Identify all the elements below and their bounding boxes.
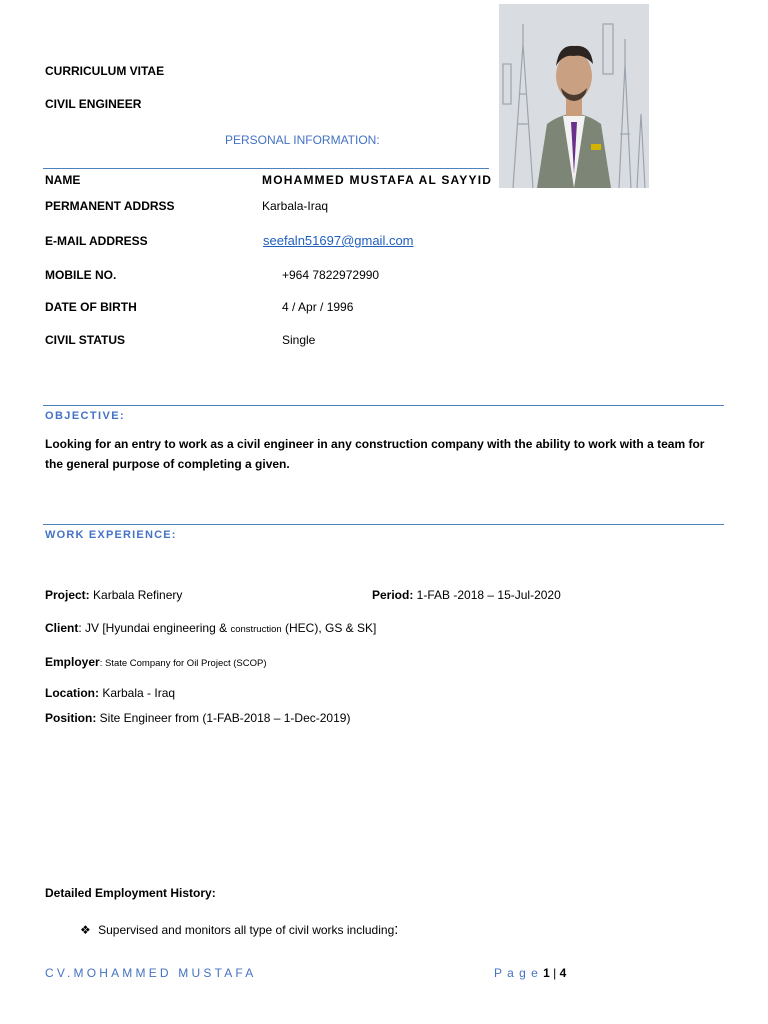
footer-page-number — [494, 966, 566, 980]
dob-label: DATE OF BIRTH — [45, 300, 137, 314]
profession-title: CIVIL ENGINEER — [45, 97, 142, 111]
employer-label: Employer — [45, 655, 100, 669]
location-line — [45, 686, 175, 700]
position-label: Position: — [45, 711, 97, 725]
name-value: MOHAMMED MUSTAFA AL SAYYID — [262, 173, 493, 187]
period-line — [372, 588, 561, 602]
civil-status-value: Single — [282, 333, 316, 347]
address-value: Karbala-Iraq — [262, 199, 329, 213]
project-label: Project: — [45, 588, 90, 602]
diamond-bullet-icon: ❖ — [80, 923, 91, 937]
footer-page-current: 1 — [543, 966, 550, 980]
client-value-b: (HEC), GS & SK] — [281, 621, 377, 635]
period-label: Period: — [372, 588, 414, 602]
project-line — [45, 588, 182, 602]
civil-status-label: CIVIL STATUS — [45, 333, 126, 347]
project-value: Karbala Refinery — [89, 588, 183, 602]
footer-page-separator: | — [549, 966, 560, 980]
client-value-small: construction — [230, 624, 282, 635]
profile-photo-illustration — [499, 4, 649, 188]
client-label: Client — [45, 621, 79, 635]
address-label: PERMANENT ADDRSS — [45, 199, 175, 213]
position-line — [45, 711, 350, 725]
profile-photo — [499, 4, 649, 188]
objective-heading: OBJECTIVE: — [45, 410, 126, 422]
employer-line — [45, 655, 267, 669]
objective-text: Looking for an entry to work as a civil engineer in any construction company with the ability to work with a team for the general purpose of completing a given. — [45, 437, 705, 471]
history-bullet-item — [80, 921, 398, 938]
location-value: Karbala - Iraq — [99, 686, 176, 700]
mobile-label: MOBILE NO. — [45, 268, 117, 282]
position-value: Site Engineer from (1-FAB-2018 – 1-Dec-2019) — [96, 711, 351, 725]
mobile-value: +964 7822972990 — [282, 268, 380, 282]
footer-page-total: 4 — [559, 966, 567, 980]
objective-divider — [43, 405, 724, 406]
client-line — [45, 621, 376, 635]
document-title: CURRICULUM VITAE — [45, 64, 165, 78]
period-value: 1-FAB -2018 – 15-Jul-2020 — [413, 588, 561, 602]
footer-page-word: P a g e — [494, 966, 544, 980]
work-experience-heading: WORK EXPERIENCE: — [45, 529, 177, 541]
history-bullet-colon: : — [394, 921, 399, 938]
email-label: E-MAIL ADDRESS — [45, 234, 148, 248]
history-bullet-text: Supervised and monitors all type of civil works including — [98, 923, 395, 937]
personal-info-heading: PERSONAL INFORMATION: — [225, 133, 380, 147]
dob-value: 4 / Apr / 1996 — [282, 300, 354, 314]
location-label: Location: — [45, 686, 99, 700]
name-label: NAME — [45, 173, 81, 187]
work-divider — [43, 524, 724, 525]
client-value-a: : JV [Hyundai engineering & — [78, 621, 231, 635]
history-heading: Detailed Employment History: — [45, 886, 216, 900]
employer-value: : State Company for Oil Project (SCOP) — [99, 658, 267, 669]
footer-cv-name: CV.MOHAMMED MUSTAFA — [45, 966, 257, 980]
personal-divider — [43, 168, 489, 169]
email-link[interactable]: seefaln51697@gmail.com — [263, 233, 414, 248]
